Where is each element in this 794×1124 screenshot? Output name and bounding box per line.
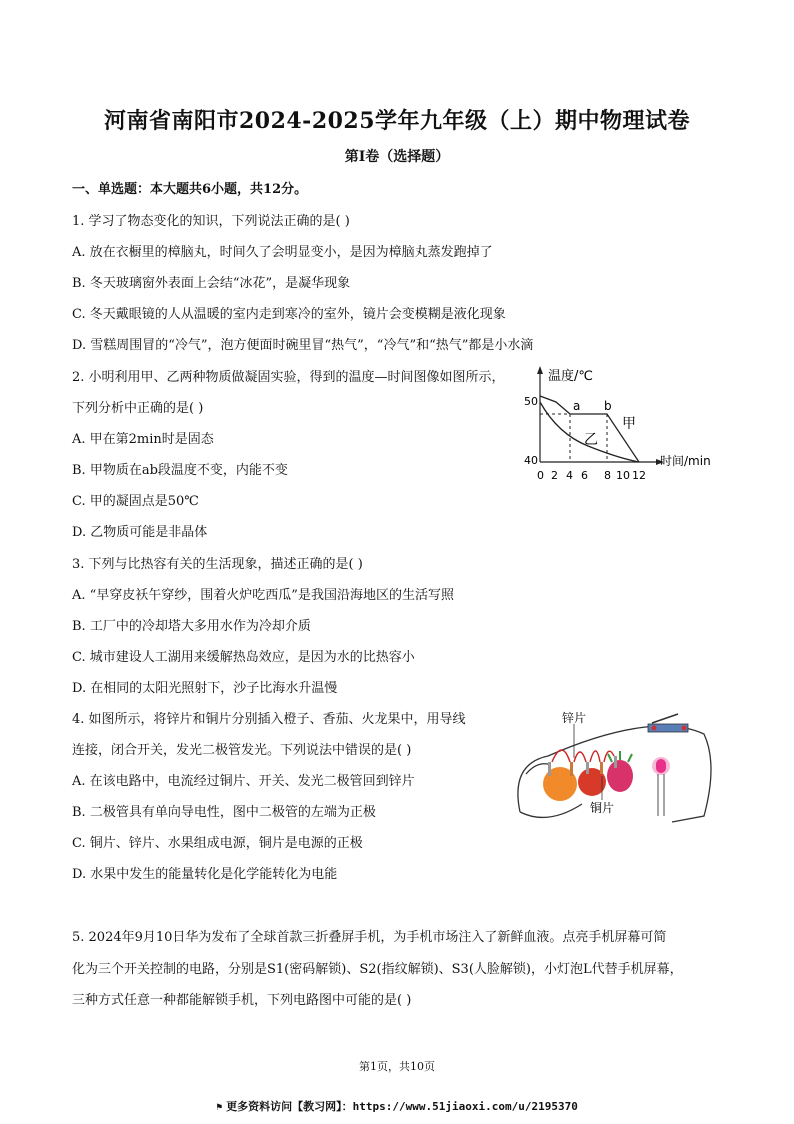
dragonfruit <box>607 760 633 792</box>
q3-stem: 3. 下列与比热容有关的生活现象，描述正确的是( ) <box>72 557 363 572</box>
q4-option-c: C. 铜片、锌片、水果组成电源，铜片是电源的正极 <box>72 836 363 851</box>
x-tick-2: 2 <box>551 469 558 482</box>
section-subtitle: 第I卷（选择题） <box>344 149 450 165</box>
q4-option-a: A. 在该电路中，电流经过铜片、开关、发光二极管回到锌片 <box>72 774 415 789</box>
x-axis-label: 时间/min <box>660 454 711 468</box>
clip-wires <box>552 750 614 762</box>
point-b-label: b <box>604 399 612 413</box>
switch-terminal-left <box>652 726 657 731</box>
x-tick-0: 0 <box>537 469 544 482</box>
q1-option-b: B. 冬天玻璃窗外表面上会结“冰花”，是凝华现象 <box>72 276 351 291</box>
q5-line2: 化为三个开关控制的电路，分别是S1(密码解锁)、S2(指纹解锁)、S3(人脸解锁)，小灯泡L代替手机屏幕， <box>72 962 683 977</box>
flag-icon: ⚑ <box>216 1102 223 1113</box>
switch-lever <box>652 714 678 723</box>
q3-option-c: C. 城市建设人工湖用来缓解热岛效应，是因为水的比热容小 <box>72 650 415 665</box>
q4-stem-line1: 4. 如图所示，将锌片和铜片分别插入橙子、香茄、火龙果中，用导线 <box>72 712 466 727</box>
q4-stem-line2: 连接，闭合开关，发光二极管发光。下列说法中错误的是( ) <box>72 743 412 758</box>
x-tick-12: 12 <box>632 469 646 482</box>
zinc-strip-1 <box>548 762 551 776</box>
point-a-label: a <box>573 399 581 413</box>
resource-link[interactable] <box>0 1098 794 1114</box>
label-yi: 乙 <box>584 432 598 448</box>
x-tick-10: 10 <box>616 469 630 482</box>
x-tick-6: 6 <box>581 469 588 482</box>
temperature-time-graph <box>518 362 728 490</box>
q1-option-c: C. 冬天戴眼镜的人从温暖的室内走到寒冷的室外，镜片会变模糊是液化现象 <box>72 307 506 322</box>
q3-option-a: A. “早穿皮袄午穿纱，围着火炉吃西瓜”是我国沿海地区的生活写照 <box>72 588 454 603</box>
fruit-battery-circuit <box>508 704 720 836</box>
wire-return <box>520 804 582 817</box>
copper-strip-1 <box>570 762 573 776</box>
y-tick-50: 50 <box>524 395 538 408</box>
q2-option-c: C. 甲的凝固点是50℃ <box>72 494 199 509</box>
q5-line1: 5. 2024年9月10日华为发布了全球首款三折叠屏手机，为手机市场注入了新鲜血液。点亮手机屏幕可简 <box>72 930 667 945</box>
q1-option-a: A. 放在衣橱里的樟脑丸，时间久了会明显变小，是因为樟脑丸蒸发跑掉了 <box>72 245 493 260</box>
q2-option-d: D. 乙物质可能是非晶体 <box>72 525 208 540</box>
section-heading: 一、单选题：本大题共6小题，共12分。 <box>72 182 308 197</box>
led-bulb <box>656 759 666 773</box>
q3-option-d: D. 在相同的太阳光照射下，沙子比海水升温慢 <box>72 681 338 696</box>
q2-stem-line1: 2. 小明利用甲、乙两种物质做凝固实验，得到的温度—时间图像如图所示， <box>72 370 505 385</box>
y-tick-40: 40 <box>524 454 538 467</box>
q2-option-a: A. 甲在第2min时是固态 <box>72 432 214 447</box>
q1-option-d: D. 雪糕周围冒的“冷气”，泡方便面时碗里冒“热气”，“冷气”和“热气”都是小水滴 <box>72 338 534 353</box>
y-axis-label: 温度/℃ <box>548 369 593 384</box>
q2-stem-line2: 下列分析中正确的是( ) <box>72 401 204 416</box>
zinc-strip-2 <box>586 762 589 774</box>
copper-strip-2 <box>600 762 603 774</box>
label-jia: 甲 <box>622 416 636 432</box>
zinc-strip-3 <box>614 756 617 768</box>
switch-terminal-right <box>682 726 687 731</box>
q1-stem: 1. 学习了物态变化的知识，下列说法正确的是( ) <box>72 214 350 229</box>
zinc-label: 锌片 <box>562 711 587 725</box>
q4-option-b: B. 二极管具有单向导电性，图中二极管的左端为正极 <box>72 805 376 820</box>
q2-option-b: B. 甲物质在ab段温度不变，内能不变 <box>72 463 288 478</box>
x-tick-8: 8 <box>604 469 611 482</box>
q3-option-b: B. 工厂中的冷却塔大多用水作为冷却介质 <box>72 619 311 634</box>
resource-link-text: 更多资料访问【教习网】：https://www.51jiaoxi.com/u/2195370 <box>226 1100 578 1113</box>
copper-label: 铜片 <box>590 801 615 815</box>
x-tick-4: 4 <box>566 469 573 482</box>
page-title: 河南省南阳市2024-2025学年九年级（上）期中物理试卷 <box>103 108 691 134</box>
y-axis-arrow <box>537 366 543 374</box>
q4-option-d: D. 水果中发生的能量转化是化学能转化为电能 <box>72 867 338 882</box>
q5-line3: 三种方式任意一种都能解锁手机，下列电路图中可能的是( ) <box>72 993 412 1008</box>
page-footer: 第1页，共10页 <box>359 1060 435 1073</box>
